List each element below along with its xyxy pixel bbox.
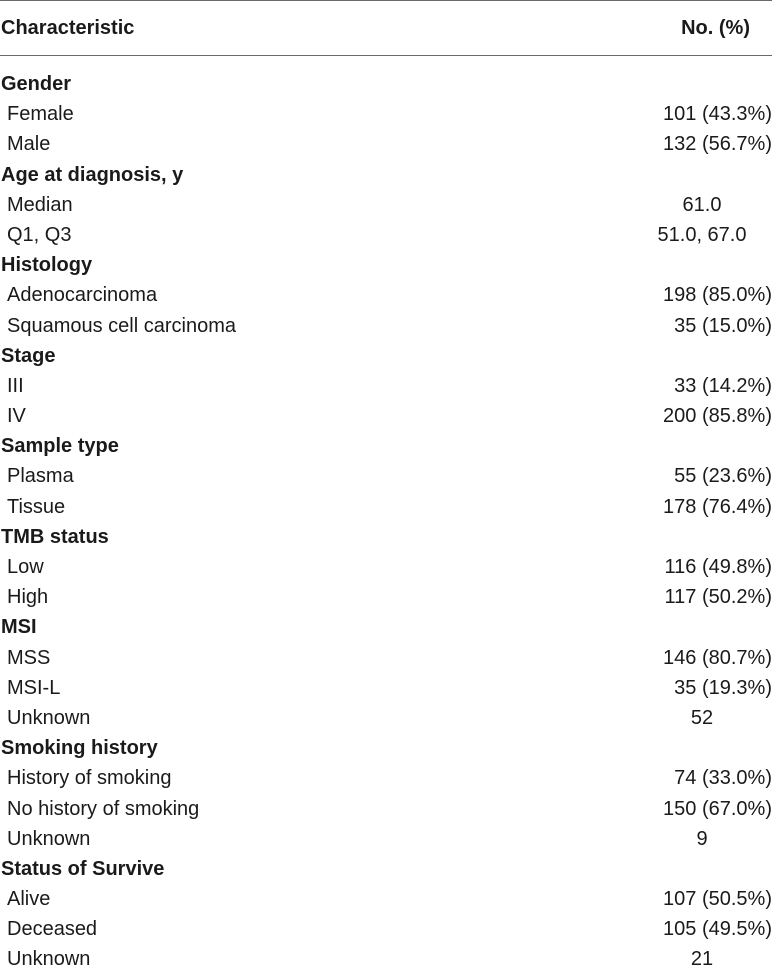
table-row [0,944,772,974]
table-row [0,371,772,401]
header-count-percent: No. (%) [681,17,750,39]
table-row [0,461,772,491]
row-value: 35 (15.0%) [674,314,772,337]
section-row [0,341,772,371]
section-label: TMB status [1,525,109,548]
row-label: Unknown [7,827,91,850]
row-label: High [7,586,49,609]
table-row [0,884,772,914]
row-value: 200 (85.8%) [663,405,772,428]
table-row [0,311,772,341]
row-value: 150 (67.0%) [663,797,772,820]
table-row [0,190,772,220]
row-label: MSI-L [7,676,61,699]
section-row [0,160,772,190]
row-value: 9 [696,827,708,850]
table-row [0,763,772,793]
row-value: 178 (76.4%) [663,495,772,518]
table-header [0,0,772,55]
table-row [0,914,772,944]
row-label: Low [7,556,44,578]
section-row [0,69,772,99]
table-row [0,220,772,250]
table-row [0,673,772,703]
table-row [0,280,772,310]
row-label: Unknown [7,948,91,971]
row-label: History of smoking [7,767,172,790]
header-rule [0,55,772,56]
section-label: Sample type [1,435,119,458]
row-value: 146 (80.7%) [663,646,772,669]
section-label: Gender [1,73,72,95]
row-label: Median [7,193,73,216]
section-row [0,612,772,642]
section-label: Stage [1,344,56,367]
table-row [0,582,772,612]
section-label: Status of Survive [1,857,165,880]
row-label: IV [7,405,26,428]
section-row [0,250,772,280]
table-row [0,643,772,673]
row-label: MSS [7,646,51,669]
row-label: No history of smoking [7,797,200,820]
table-row [0,492,772,522]
section-label: Smoking history [1,737,158,760]
section-label: Age at diagnosis, y [1,163,184,186]
row-value: 52 [690,706,714,729]
row-label: Male [7,133,51,156]
table-row [0,401,772,431]
row-value: 61.0 [682,193,722,216]
row-label: Tissue [7,495,66,518]
row-value: 107 (50.5%) [663,888,772,911]
section-row [0,431,772,461]
row-value: 117 (50.2%) [664,586,772,609]
section-row [0,522,772,552]
section-row [0,854,772,884]
row-value: 21 [690,948,714,971]
row-label: III [7,374,24,397]
row-value: 51.0, 67.0 [657,223,747,246]
row-value: 55 (23.6%) [674,465,772,488]
row-value: 116 (49.8%) [664,556,772,578]
row-value: 105 (49.5%) [663,918,772,941]
section-row [0,733,772,763]
row-value: 132 (56.7%) [663,133,772,156]
table-body [0,69,772,975]
row-label: Deceased [7,918,98,941]
table-row [0,824,772,854]
table-row [0,99,772,129]
row-label: Squamous cell carcinoma [7,314,236,337]
row-value: 74 (33.0%) [674,767,772,790]
table-row [0,703,772,733]
header-characteristic: Characteristic [1,17,135,39]
section-label: Histology [1,254,93,277]
section-label: MSI [1,616,37,639]
row-label: Adenocarcinoma [7,284,158,307]
table-row [0,129,772,159]
row-label: Plasma [7,465,74,488]
row-value: 101 (43.3%) [663,103,772,126]
row-value: 198 (85.0%) [663,284,772,307]
row-value: 33 (14.2%) [674,374,772,397]
row-value: 35 (19.3%) [674,676,772,699]
row-label: Q1, Q3 [7,223,72,246]
row-label: Female [7,103,74,126]
table-row [0,552,772,582]
row-label: Alive [7,888,51,911]
table-row [0,794,772,824]
row-label: Unknown [7,706,91,729]
